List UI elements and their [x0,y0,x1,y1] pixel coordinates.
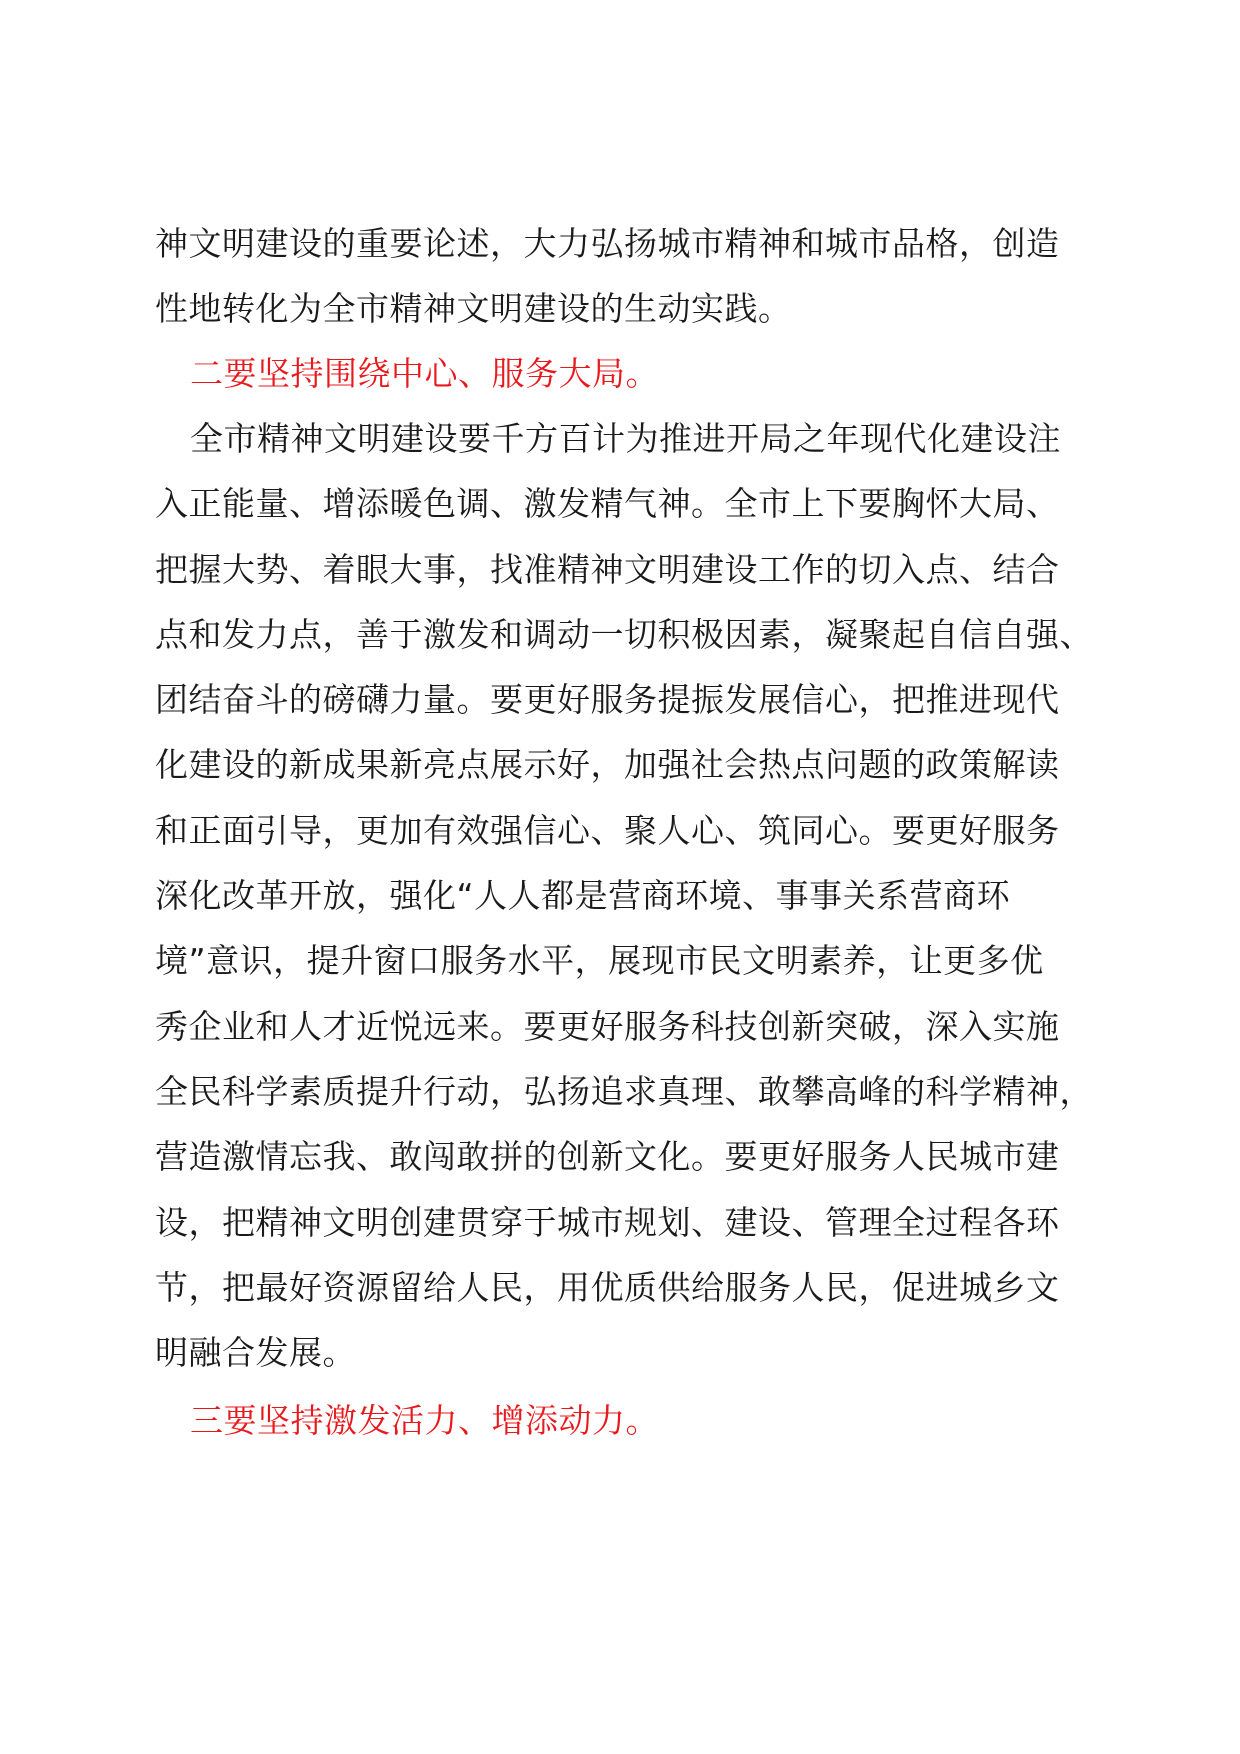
text-line: 性地转化为全市精神文明建设的生动实践。 [155,289,792,329]
text-line: 秀企业和人才近悦远来。要更好服务科技创新突破，深入实施 [155,1006,1060,1046]
text-line: 设，把精神文明创建贯穿于城市规划、建设、管理全过程各环 [155,1202,1060,1242]
heading-text: 二要坚持围绕中心、服务大局。 [190,354,659,393]
section-heading-2 [155,341,1095,406]
section-heading-3 [155,1388,1095,1453]
text-line: 把握大势、着眼大事，找准精神文明建设工作的切入点、结合 [155,549,1060,589]
text-line: 境”意识，提升窗口服务水平，展现市民文明素养，让更多优 [155,941,1044,981]
text-line: 和正面引导，更加有效强信心、聚人心、筑同心。要更好服务 [155,810,1060,850]
heading-text: 三要坚持激发活力、增添动力。 [190,1401,659,1440]
text-line: 营造激情忘我、敢闯敢拼的创新文化。要更好服务人民城市建 [155,1137,1060,1177]
text-line: 全民科学素质提升行动，弘扬追求真理、敢攀高峰的科学精神， [155,1071,1093,1111]
text-line: 点和发力点，善于激发和调动一切积极因素，凝聚起自信自强、 [155,614,1093,654]
paragraph-continuation [155,211,1095,342]
text-line: 节，把最好资源留给人民，用优质供给服务人民，促进城乡文 [155,1267,1060,1307]
text-line: 深化改革开放，强化“人人都是营商环境、事事关系营商环 [155,876,1011,916]
text-line: 团结奋斗的磅礴力量。要更好服务提振发展信心，把推进现代 [155,680,1060,720]
text-line: 神文明建设的重要论述，大力弘扬城市精神和城市品格，创造 [155,224,1060,263]
text-line: 入正能量、增添暖色调、激发精气神。全市上下要胸怀大局、 [155,484,1060,524]
text-line: 全市精神文明建设要千方百计为推进开局之年现代化建设注 [190,419,1061,458]
paragraph-section-2 [155,406,1095,1385]
text-line: 明融合发展。 [155,1333,356,1373]
text-line: 化建设的新成果新亮点展示好，加强社会热点问题的政策解读 [155,745,1060,785]
